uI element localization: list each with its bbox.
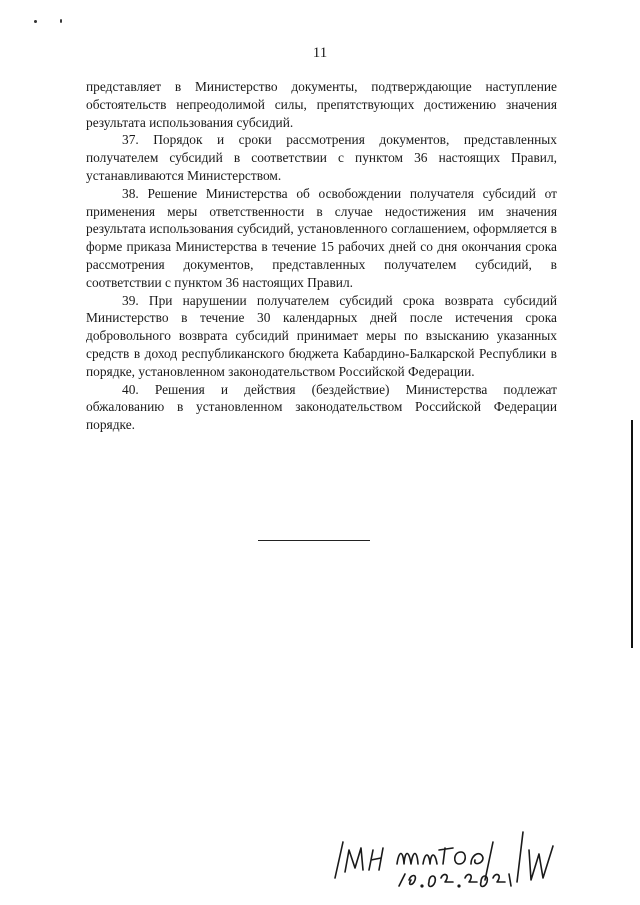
scan-artifact-dot xyxy=(60,19,62,23)
paragraph-38: 38. Решение Министерства об освобождении получателя субсидий от применения меры ответственности в случае недостижения им значения результата использования субсидий, установленного соглашением, оформляется в форме приказа Министерства в течение 15 рабочих дней со дня окончания срока рассмотрения документов, представленных получателем субсидий, в соответствии с пунктом 36 настоящих Правил. xyxy=(86,185,557,290)
scan-artifact-dot xyxy=(34,20,37,23)
paragraph-continuation: представляет в Министерство документы, подтверждающие наступление обстоятельств непреодолимой силы, препятствующих достижению значения результата использования субсидий. xyxy=(86,79,557,130)
document-body xyxy=(86,78,557,434)
scan-edge-line xyxy=(631,420,633,648)
page-number: 11 xyxy=(312,45,328,61)
paragraph-39: 39. При нарушении получателем субсидий срока возврата субсидий Министерство в течение 30 календарных дней после истечения срока добровольного возврата субсидий принимает меры по взысканию указанных средств в доход республиканского бюджета Кабардино-Балкарской Республики в порядке, установленном законодательством Российской Федерации. xyxy=(86,292,557,379)
handwritten-signature xyxy=(325,820,565,895)
end-separator-line xyxy=(258,540,370,541)
paragraph-37: 37. Порядок и сроки рассмотрения документов, представленных получателем субсидий в соответствии с пунктом 36 настоящих Правил, устанавливаются Министерством. xyxy=(86,132,557,183)
paragraph-40: 40. Решения и действия (бездействие) Министерства подлежат обжалованию в установленном законодательством Российской Федерации порядке. xyxy=(86,381,557,433)
